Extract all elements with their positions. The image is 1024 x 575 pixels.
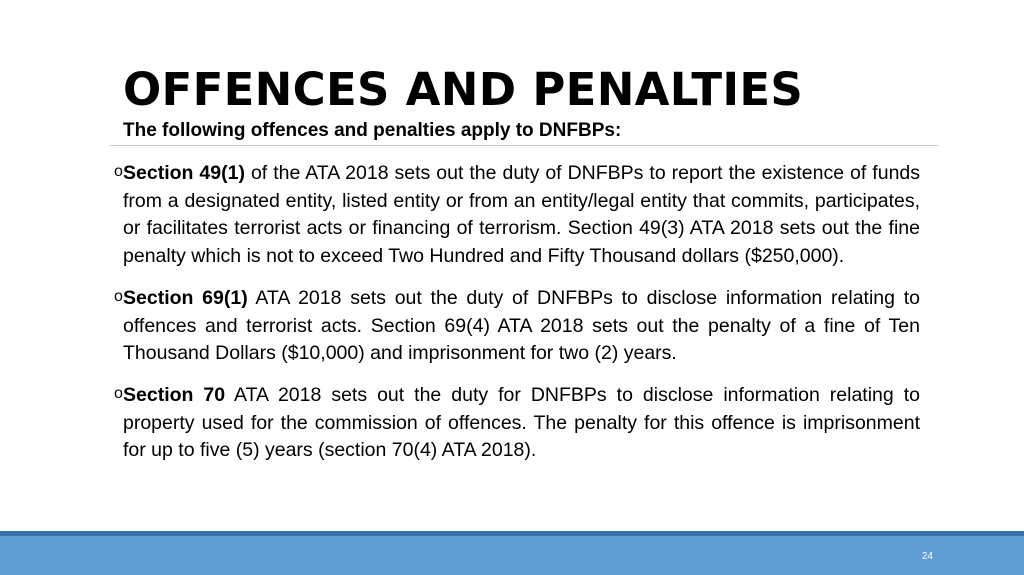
footer-bar bbox=[0, 536, 1024, 575]
bullet-text: ATA 2018 sets out the duty for DNFBPs to disclose information relating to property used for the commission of offences. The penalty for this offence is imprisonment for up to five (5) years (section 70(4) ATA 2018). bbox=[123, 383, 920, 462]
bullet-marker-icon: o bbox=[114, 384, 123, 402]
bullet-item-section-70 bbox=[114, 382, 920, 465]
bullet-marker-icon: o bbox=[114, 163, 123, 180]
bullet-lead: Section 70 bbox=[123, 383, 226, 406]
slide-subtitle: The following offences and penalties apply to DNFBPs: bbox=[123, 120, 622, 141]
page-number: 24 bbox=[921, 551, 933, 562]
bullet-item-section-49 bbox=[114, 160, 921, 271]
bullet-list bbox=[114, 160, 921, 479]
bullet-item-section-69 bbox=[114, 285, 920, 368]
bullet-text: of the ATA 2018 sets out the duty of DNFBPs to report the existence of funds from a designated entity, listed entity or from an entity/legal entity that commits, participates, or facilitates terrorist acts or financing of terrorism. Section 49(3) ATA 2018 sets out the fine penalty which is not to exceed Two Hundred and Fifty Thousand dollars ($250,000). bbox=[123, 162, 921, 268]
title-divider bbox=[110, 145, 938, 146]
bullet-lead: Section 49(1) bbox=[123, 162, 245, 184]
bullet-text: ATA 2018 sets out the duty of DNFBPs to disclose information relating to offences and terrorist acts. Section 69(4) ATA 2018 sets out the penalty of a fine of Ten Thousand Dollars ($10,000) and imprisonment for two (2) years. bbox=[123, 286, 920, 365]
bullet-marker-icon: o bbox=[114, 287, 123, 305]
bullet-lead: Section 69(1) bbox=[123, 286, 248, 309]
slide-title: OFFENCES AND PENALTIES bbox=[123, 63, 804, 116]
